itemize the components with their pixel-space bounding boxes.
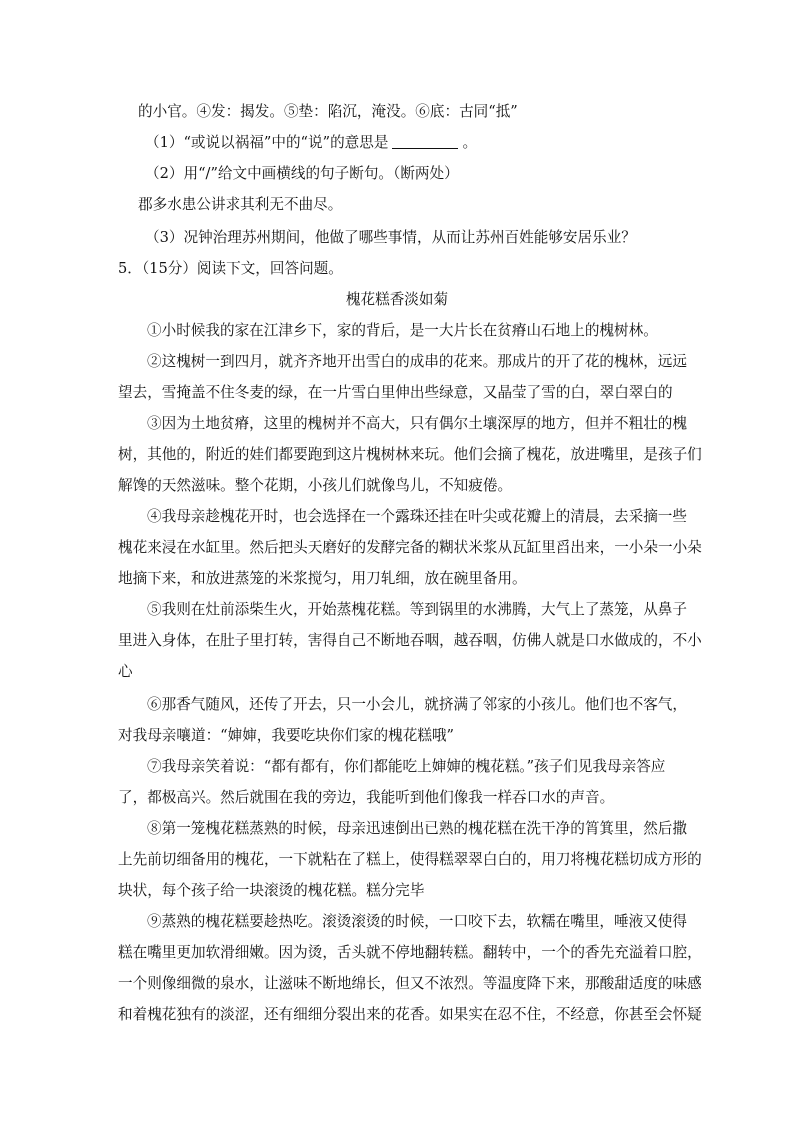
article-line: ②这槐树一到四月，就齐齐地开出雪白的成串的花来。那成片的开了花的槐林，远远 [147,353,687,370]
article-title: 槐花糕香淡如菊 [345,291,449,308]
question-1 [145,133,477,153]
article-line: 解馋的天然滋味。整个花期，小孩儿们就像鸟儿，不知疲倦。 [118,477,513,494]
article-line: ⑨蒸熟的槐花糕要趁热吃。滚烫滚烫的时候，一口咬下去，软糯在嘴里，唾液又使得 [147,913,687,930]
article-line: ④我母亲趁槐花开时，也会选择在一个露珠还挂在叶尖或花瓣上的清晨，去采摘一些 [147,508,687,525]
article-line: ⑥那香气随风，还传了开去，只一小会儿，就挤满了邻家的小孩儿。他们也不客气， [147,696,687,713]
answer-blank [392,134,458,149]
question-3: （3）况钟治理苏州期间，他做了哪些事情，从而让苏州百姓能够安居乐业？ [145,229,636,246]
article-line: 了，都极高兴。然后就围在我的旁边，我能听到他们像我一样吞口水的声音。 [118,789,615,806]
article-line: 望去，雪掩盖不住冬麦的绿，在一片雪白里伸出些绿意，又晶莹了雪的白，翠白翠白的 [118,384,673,401]
article-line: 对我母亲嚷道：“婶婶，我要吃块你们家的槐花糕哦” [118,727,454,744]
question-1-end: 。 [462,134,478,151]
article-line: 槐花来浸在水缸里。然后把头天磨好的发酵完备的糊状米浆从瓦缸里舀出来，一小朵一小朵 [118,539,702,556]
article-line: ⑤我则在灶前添柴生火，开始蒸槐花糕。等到锅里的水沸腾，大气上了蒸笼，从鼻子 [147,601,687,618]
question-1-text: （1）“或说以祸福”中的“说”的意思是 [145,134,389,151]
question-5-heading: 5．（15分）阅读下文，回答问题。 [118,260,343,277]
article-line: ⑧第一笼槐花糕蒸熟的时候，母亲迅速倒出已熟的槐花糕在洗干净的筲箕里，然后撒 [147,820,687,837]
article-line: ⑦我母亲笑着说：“都有都有，你们都能吃上婶婶的槐花糕。”孩子们见我母亲答应 [147,758,666,775]
question-2-sentence: 郡多水患公讲求其利无不曲尽。 [138,196,343,213]
notes-continued: 的小官。④发：揭发。⑤垫：陷沉，淹没。⑥底：古同“抵” [138,103,518,120]
article-line: ③因为土地贫瘠，这里的槐树并不高大，只有偶尔土壤深厚的地方，但并不粗壮的槐 [147,415,687,432]
article-line: 块状，每个孩子给一块滚烫的槐花糕。糕分完毕 [118,882,425,899]
article-line: 糕在嘴里更加软滑细嫩。因为烫，舌头就不停地翻转糕。翻转中，一个的香先充溢着口腔， [118,944,702,961]
article-line: 里进入身体，在肚子里打转，害得自己不断地吞咽，越吞咽，仿佛人就是口水做成的，不小 [118,632,702,649]
article-line: 树，其他的，附近的娃们都要跑到这片槐树林来玩。他们会摘了槐花，放进嘴里，是孩子们 [118,446,702,463]
article-line: 上先前切细备用的槐花，一下就粘在了糕上，使得糕翠翠白白的，用刀将槐花糕切成方形的 [118,851,702,868]
article-line: 一个则像细微的泉水，让滋味不断地绵长，但又不浓烈。等温度降下来，那酸甜适度的味感 [118,975,702,992]
article-line: 心 [118,663,133,680]
article-line: 和着槐花独有的淡涩，还有细细分裂出来的花香。如果实在忍不住，不经意，你甚至会怀疑 [118,1006,702,1023]
article-line: 地摘下来，和放进蒸笼的米浆搅匀，用刀轧细，放在碗里备用。 [118,570,527,587]
question-2: （2）用“/”给文中画横线的句子断句。（断两处） [145,165,459,182]
article-line: ①小时候我的家在江津乡下，家的背后，是一大片长在贫瘠山石地上的槐树林。 [147,322,658,339]
